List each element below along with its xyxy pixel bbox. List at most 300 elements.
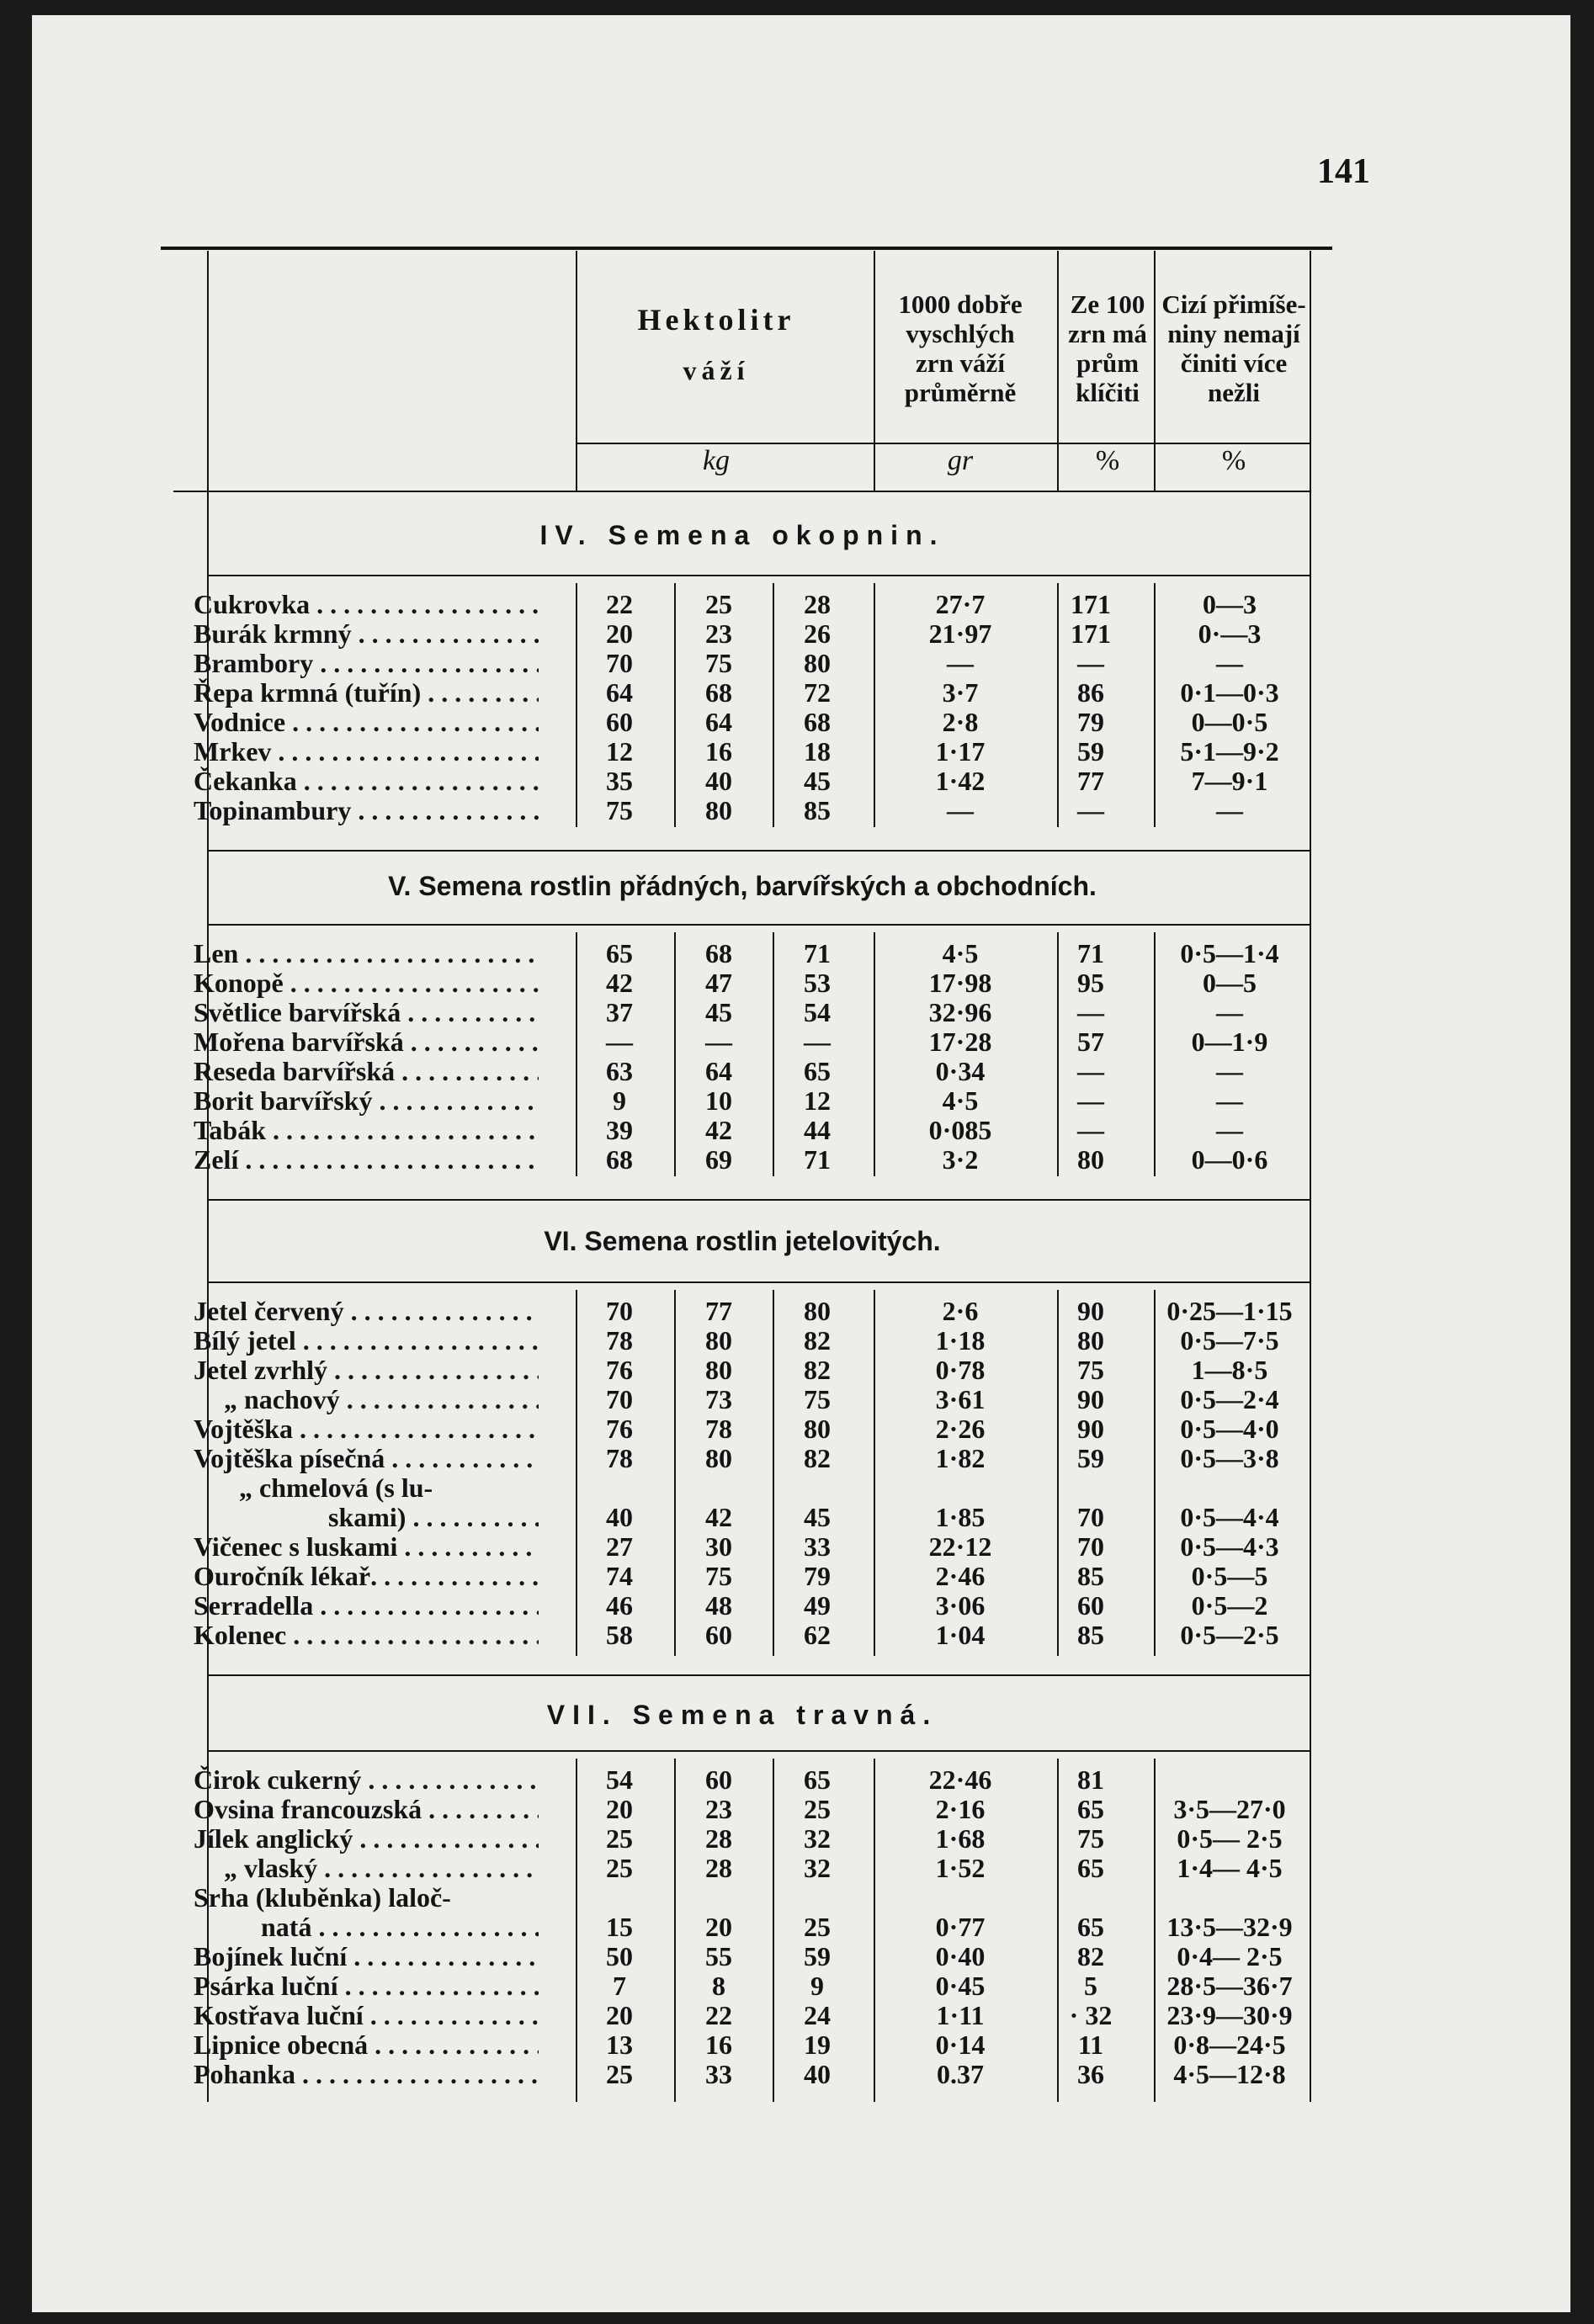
row-name: Burák krmný . . . — [194, 619, 539, 649]
table-row — [173, 1086, 1311, 1116]
unit-kg: kg — [702, 445, 731, 476]
cell-hl-a: 76 — [606, 1414, 633, 1444]
table-row — [173, 1971, 1311, 2001]
cell-hl-b: 69 — [705, 1144, 732, 1175]
header-germination-line: prům — [1076, 348, 1140, 378]
cell-germination: 80 — [1077, 1144, 1104, 1175]
row-name: Mrkev . . . — [194, 737, 539, 767]
cell-weight: 4·5 — [942, 938, 979, 968]
cell-hl-c: 82 — [804, 1443, 831, 1473]
header-admixture-line: nežli — [1208, 378, 1260, 407]
cell-weight: 1·68 — [935, 1823, 986, 1854]
header-germination-line: klíčiti — [1076, 378, 1140, 407]
cell-admixture: — — [1216, 1085, 1243, 1116]
cell-germination: 171 — [1071, 618, 1111, 649]
cell-germination: 11 — [1077, 2030, 1104, 2060]
row-name: Vojtěška . . . — [194, 1414, 539, 1444]
cell-hl-a: 25 — [606, 1853, 633, 1883]
row-name: Tabák . . . — [194, 1116, 539, 1145]
row-name: Ouročník lékař. . . . — [194, 1562, 539, 1591]
header-col-divider — [1057, 251, 1059, 491]
page-number: 141 — [1317, 152, 1370, 191]
row-name: Čirok cukerný . . . — [194, 1765, 539, 1795]
cell-hl-c: 24 — [804, 2000, 831, 2030]
row-name: Jetel červený . . . — [194, 1297, 539, 1326]
table-row — [173, 796, 1311, 825]
cell-hl-b: 10 — [705, 1085, 732, 1116]
cell-admixture: 0·4— 2·5 — [1177, 1941, 1283, 1971]
cell-germination: 90 — [1077, 1384, 1104, 1414]
cell-admixture: 0·5—4·4 — [1180, 1502, 1279, 1532]
cell-hl-c: 80 — [804, 648, 831, 678]
cell-hl-b: 45 — [705, 997, 732, 1027]
cell-hl-a: 22 — [606, 589, 633, 619]
section-rule — [207, 850, 1311, 852]
cell-weight: 0.37 — [937, 2059, 984, 2089]
cell-weight: 2·16 — [935, 1794, 986, 1824]
cell-germination: 70 — [1077, 1531, 1104, 1562]
cell-hl-a: 20 — [606, 1794, 633, 1824]
cell-hl-a: 74 — [606, 1561, 633, 1591]
cell-hl-b: 33 — [705, 2059, 732, 2089]
table-row — [173, 1942, 1311, 1971]
cell-hl-b: 80 — [705, 1443, 732, 1473]
header-col-divider — [1154, 251, 1156, 491]
section-rule — [207, 1750, 1311, 1752]
cell-hl-b: 40 — [705, 766, 732, 796]
row-name: Jetel zvrhlý . . . — [194, 1356, 539, 1385]
cell-germination: 90 — [1077, 1414, 1104, 1444]
cell-admixture: 0·5—2·5 — [1180, 1620, 1279, 1650]
cell-germination: 65 — [1077, 1794, 1104, 1824]
section-title: VI. Semena rostlin jetelovitých. — [544, 1226, 941, 1256]
cell-hl-c: 72 — [804, 677, 831, 708]
cell-hl-a: 63 — [606, 1056, 633, 1086]
cell-admixture: 0·5—2 — [1191, 1590, 1268, 1621]
cell-germination: — — [1077, 795, 1104, 825]
cell-hl-a: 25 — [606, 2059, 633, 2089]
cell-hl-a: 70 — [606, 1296, 633, 1326]
cell-hl-a: 25 — [606, 1823, 633, 1854]
cell-hl-c: 26 — [804, 618, 831, 649]
cell-hl-c: 80 — [804, 1296, 831, 1326]
cell-admixture: 1—8·5 — [1191, 1355, 1268, 1385]
cell-hl-b: 23 — [705, 618, 732, 649]
cell-germination: 171 — [1071, 589, 1111, 619]
row-name: Psárka luční . . . — [194, 1971, 539, 2001]
cell-hl-a: 58 — [606, 1620, 633, 1650]
cell-hl-c: 28 — [804, 589, 831, 619]
cell-hl-c: 62 — [804, 1620, 831, 1650]
header-admixture-line: niny nemají — [1167, 319, 1300, 348]
cell-hl-a: 20 — [606, 2000, 633, 2030]
cell-admixture — [1150, 1765, 1310, 1795]
table-row — [173, 1913, 1311, 1942]
cell-hl-c: 32 — [804, 1823, 831, 1854]
row-name: natá . . . — [194, 1913, 539, 1942]
row-name: „ nachový . . . — [194, 1385, 539, 1414]
cell-germination: 81 — [1077, 1764, 1104, 1795]
cell-hl-c: 71 — [804, 1144, 831, 1175]
cell-weight: 27·7 — [935, 589, 986, 619]
row-name: Vičenec s luskami . . . — [194, 1532, 539, 1562]
header-weight-line: zrn váží — [916, 348, 1005, 378]
cell-germination: 65 — [1077, 1853, 1104, 1883]
cell-hl-a: 78 — [606, 1325, 633, 1356]
row-name: Serradella . . . — [194, 1591, 539, 1621]
cell-admixture: 0·5—1·4 — [1180, 938, 1279, 968]
cell-weight: 32·96 — [928, 997, 992, 1027]
row-name: Zelí . . . — [194, 1145, 539, 1175]
cell-hl-b: 47 — [705, 968, 732, 998]
table-row — [173, 1116, 1311, 1145]
cell-hl-b: 80 — [705, 1355, 732, 1385]
table-row — [173, 678, 1311, 708]
cell-weight: 17·98 — [928, 968, 992, 998]
cell-weight: 22·46 — [928, 1764, 992, 1795]
cell-weight: 1·11 — [936, 2000, 985, 2030]
cell-hl-b: 64 — [705, 1056, 732, 1086]
cell-germination: — — [1077, 997, 1104, 1027]
cell-hl-c: 68 — [804, 707, 831, 737]
cell-admixture: 28·5—36·7 — [1166, 1971, 1293, 2001]
cell-germination: 80 — [1077, 1325, 1104, 1356]
cell-hl-b: 25 — [705, 589, 732, 619]
cell-weight: 0·77 — [935, 1912, 986, 1942]
cell-hl-c: 45 — [804, 1502, 831, 1532]
cell-weight: 3·61 — [935, 1384, 986, 1414]
header-col-divider — [874, 251, 875, 491]
table-row — [173, 590, 1311, 619]
cell-germination: 60 — [1077, 1590, 1104, 1621]
cell-hl-b: 68 — [705, 938, 732, 968]
row-name: Vojtěška písečná . . . — [194, 1444, 539, 1473]
cell-hl-b: 73 — [705, 1384, 732, 1414]
cell-hl-a: 75 — [606, 795, 633, 825]
cell-hl-c: 44 — [804, 1115, 831, 1145]
cell-hl-c: 80 — [804, 1414, 831, 1444]
cell-hl-a: 15 — [606, 1912, 633, 1942]
row-name: Kolenec . . . — [194, 1621, 539, 1650]
cell-weight: 0·14 — [935, 2030, 986, 2060]
table-row — [173, 767, 1311, 796]
cell-hl-c: 85 — [804, 795, 831, 825]
cell-hl-b: 48 — [705, 1590, 732, 1621]
cell-admixture: 0·5—4·3 — [1180, 1531, 1279, 1562]
section-title: VII. Semena travná. — [546, 1700, 938, 1730]
header-admixture — [1154, 289, 1314, 407]
cell-germination: 59 — [1077, 736, 1104, 767]
table-row — [173, 2030, 1311, 2060]
cell-admixture: 0·5— 2·5 — [1177, 1823, 1283, 1854]
cell-hl-c: 25 — [804, 1912, 831, 1942]
cell-germination: 86 — [1077, 677, 1104, 708]
cell-hl-b: 80 — [705, 1325, 732, 1356]
cell-weight: 1·17 — [935, 736, 986, 767]
cell-hl-b: 22 — [705, 2000, 732, 2030]
row-name: Lipnice obecná . . . — [194, 2030, 539, 2060]
cell-germination: 36 — [1077, 2059, 1104, 2089]
cell-admixture: 1·4— 4·5 — [1177, 1853, 1283, 1883]
cell-hl-a: 50 — [606, 1941, 633, 1971]
table-row — [173, 1765, 1311, 1795]
cell-admixture: 0·5—2·4 — [1180, 1384, 1279, 1414]
cell-germination: 65 — [1077, 1912, 1104, 1942]
table-row — [173, 1854, 1311, 1883]
header-bottom-rule — [173, 491, 1311, 492]
cell-weight: 2·46 — [935, 1561, 986, 1591]
cell-hl-c: 65 — [804, 1056, 831, 1086]
cell-weight: 3·7 — [942, 677, 979, 708]
cell-hl-a: — — [606, 1027, 633, 1057]
header-admixture-line: Cizí přimíše- — [1161, 289, 1306, 319]
cell-weight: 17·28 — [928, 1027, 992, 1057]
header-germination — [1057, 289, 1158, 407]
cell-hl-a: 40 — [606, 1502, 633, 1532]
section-rule — [207, 1199, 1311, 1201]
cell-admixture: 7—9·1 — [1191, 766, 1268, 796]
row-name: Brambory . . . — [194, 649, 539, 678]
cell-weight: 3·06 — [935, 1590, 986, 1621]
cell-hl-c: 19 — [804, 2030, 831, 2060]
header-weight-line: průměrně — [904, 378, 1017, 407]
row-name: Mořena barvířská . . . — [194, 1027, 539, 1057]
cell-hl-b: 77 — [705, 1296, 732, 1326]
row-name: Světlice barvířská . . . — [194, 998, 539, 1027]
table-top-rule — [161, 247, 1332, 250]
cell-admixture: 0—0·5 — [1191, 707, 1268, 737]
cell-hl-a: 20 — [606, 618, 633, 649]
cell-hl-a: 39 — [606, 1115, 633, 1145]
row-name: Řepa krmná (tuřín) . . . — [194, 678, 539, 708]
table-row — [173, 1473, 1311, 1503]
cell-hl-c: 32 — [804, 1853, 831, 1883]
row-name: Topinambury . . . — [194, 796, 539, 825]
table-row — [173, 998, 1311, 1027]
cell-weight: 1·85 — [935, 1502, 986, 1532]
cell-hl-a: 37 — [606, 997, 633, 1027]
table-row — [173, 1621, 1311, 1650]
cell-weight: 1·82 — [935, 1443, 986, 1473]
cell-admixture: — — [1216, 1115, 1243, 1145]
cell-admixture: 0—0·6 — [1191, 1144, 1268, 1175]
cell-weight: 3·2 — [942, 1144, 979, 1175]
cell-hl-a: 54 — [606, 1764, 633, 1795]
cell-germination: 85 — [1077, 1620, 1104, 1650]
row-name: Reseda barvířská . . . — [194, 1057, 539, 1086]
cell-germination: 90 — [1077, 1296, 1104, 1326]
table-row — [173, 1414, 1311, 1444]
table-row — [173, 1385, 1311, 1414]
cell-germination: 85 — [1077, 1561, 1104, 1591]
table-row — [173, 1795, 1311, 1824]
cell-hl-c: 82 — [804, 1325, 831, 1356]
section-rule — [207, 1674, 1311, 1676]
cell-hl-c: 54 — [804, 997, 831, 1027]
cell-hl-a: 27 — [606, 1531, 633, 1562]
cell-hl-b: 68 — [705, 677, 732, 708]
cell-admixture: 0—3 — [1203, 589, 1257, 619]
cell-hl-a: 70 — [606, 648, 633, 678]
table-row — [173, 649, 1311, 678]
cell-germination: 77 — [1077, 766, 1104, 796]
section-rule — [207, 575, 1311, 576]
cell-admixture: 0·5—5 — [1191, 1561, 1268, 1591]
cell-hl-a: 46 — [606, 1590, 633, 1621]
cell-weight: 2·8 — [942, 707, 979, 737]
cell-hl-b: 60 — [705, 1620, 732, 1650]
table-row — [173, 1326, 1311, 1356]
cell-hl-b: 60 — [705, 1764, 732, 1795]
cell-weight: — — [947, 795, 974, 825]
cell-hl-b: 28 — [705, 1823, 732, 1854]
row-name: Bojínek luční . . . — [194, 1942, 539, 1971]
row-name: Čekanka . . . — [194, 767, 539, 796]
table-row — [173, 1824, 1311, 1854]
cell-germination: 95 — [1077, 968, 1104, 998]
cell-hl-c: 45 — [804, 766, 831, 796]
cell-admixture: 0·8—24·5 — [1173, 2030, 1286, 2060]
cell-hl-c: 53 — [804, 968, 831, 998]
table-row — [173, 1145, 1311, 1175]
cell-hl-b: 78 — [705, 1414, 732, 1444]
cell-hl-b: 64 — [705, 707, 732, 737]
table-row — [173, 1532, 1311, 1562]
table-row — [173, 1562, 1311, 1591]
cell-weight: 0·085 — [928, 1115, 992, 1145]
cell-admixture: 0—5 — [1203, 968, 1257, 998]
cell-germination: 71 — [1077, 938, 1104, 968]
cell-weight: — — [947, 648, 974, 678]
cell-weight: 2·6 — [942, 1296, 979, 1326]
cell-weight: 21·97 — [928, 618, 992, 649]
cell-admixture: 5·1—9·2 — [1180, 736, 1279, 767]
cell-weight: 1·52 — [935, 1853, 986, 1883]
cell-hl-b: 55 — [705, 1941, 732, 1971]
header-weight-line: vyschlých — [906, 319, 1015, 348]
header-germination-line: zrn má — [1068, 319, 1147, 348]
cell-germination: — — [1077, 1056, 1104, 1086]
cell-germination: — — [1077, 1085, 1104, 1116]
cell-germination: 70 — [1077, 1502, 1104, 1532]
scanned-page — [32, 15, 1570, 2312]
cell-weight: 0·40 — [935, 1941, 986, 1971]
header-germination-line: Ze 100 — [1070, 289, 1145, 319]
row-name: Borit barvířský . . . — [194, 1086, 539, 1116]
cell-hl-c: — — [804, 1027, 831, 1057]
cell-hl-c: 12 — [804, 1085, 831, 1116]
row-name: Len . . . — [194, 939, 539, 968]
row-name: Cukrovka . . . — [194, 590, 539, 619]
cell-hl-b: 16 — [705, 736, 732, 767]
row-name: „ vlaský . . . — [194, 1854, 539, 1883]
cell-hl-a: 12 — [606, 736, 633, 767]
cell-germination: — — [1077, 648, 1104, 678]
row-name: „ chmelová (s lu- — [239, 1473, 433, 1503]
row-name: skami) . . . — [194, 1503, 539, 1532]
cell-hl-c: 40 — [804, 2059, 831, 2089]
section-title: V. Semena rostlin přádných, barvířských a obchodních. — [388, 871, 1097, 901]
cell-germination: 79 — [1077, 707, 1104, 737]
cell-hl-b: — — [705, 1027, 732, 1057]
table-row — [173, 1057, 1311, 1086]
cell-hl-a: 7 — [613, 1971, 626, 2001]
cell-germination: · 32 — [1069, 2000, 1113, 2030]
cell-hl-a: 60 — [606, 707, 633, 737]
cell-germination: 57 — [1077, 1027, 1104, 1057]
table-row — [173, 1444, 1311, 1473]
cell-weight: 2·26 — [935, 1414, 986, 1444]
row-name: Pohanka . . . — [194, 2060, 539, 2089]
header-col-divider — [576, 251, 577, 491]
cell-hl-a: 35 — [606, 766, 633, 796]
cell-hl-b: 42 — [705, 1502, 732, 1532]
header-admixture-line: činiti více — [1180, 348, 1288, 378]
cell-admixture: 0—1·9 — [1191, 1027, 1268, 1057]
cell-weight: 1·04 — [935, 1620, 986, 1650]
header-weight-1000 — [872, 289, 1049, 407]
row-name: Jílek anglický . . . — [194, 1824, 539, 1854]
unit-percent-germination: % — [1095, 445, 1120, 476]
table-row — [173, 939, 1311, 968]
table-row — [173, 1883, 1311, 1913]
cell-hl-b: 8 — [712, 1971, 725, 2001]
cell-hl-c: 75 — [804, 1384, 831, 1414]
cell-germination: 5 — [1084, 1971, 1097, 2001]
cell-weight: 4·5 — [942, 1085, 979, 1116]
cell-admixture: 13·5—32·9 — [1166, 1912, 1293, 1942]
cell-weight: 0·34 — [935, 1056, 986, 1086]
table-row — [173, 2001, 1311, 2030]
cell-admixture: 4·5—12·8 — [1173, 2059, 1286, 2089]
section-rule — [207, 1281, 1311, 1283]
cell-hl-a: 9 — [613, 1085, 626, 1116]
cell-hl-b: 16 — [705, 2030, 732, 2060]
cell-hl-b: 30 — [705, 1531, 732, 1562]
cell-germination: 59 — [1077, 1443, 1104, 1473]
table-row — [173, 1356, 1311, 1385]
cell-hl-b: 75 — [705, 1561, 732, 1591]
cell-admixture: 3·5—27·0 — [1173, 1794, 1286, 1824]
cell-hl-a: 42 — [606, 968, 633, 998]
row-name: Konopě . . . — [194, 968, 539, 998]
table-row — [173, 1503, 1311, 1532]
cell-weight: 0·78 — [935, 1355, 986, 1385]
cell-hl-a: 76 — [606, 1355, 633, 1385]
cell-admixture: — — [1216, 1056, 1243, 1086]
cell-hl-c: 79 — [804, 1561, 831, 1591]
cell-hl-a: 13 — [606, 2030, 633, 2060]
cell-admixture: 0·25—1·15 — [1166, 1296, 1293, 1326]
cell-germination: 82 — [1077, 1941, 1104, 1971]
header-unit-rule — [577, 443, 1311, 444]
table-row — [173, 737, 1311, 767]
unit-gr: gr — [947, 445, 974, 476]
cell-hl-b: 28 — [705, 1853, 732, 1883]
cell-hl-c: 9 — [810, 1971, 824, 2001]
table-row — [173, 619, 1311, 649]
row-name: Ovsina francouzská . . . — [194, 1795, 539, 1824]
cell-hl-c: 49 — [804, 1590, 831, 1621]
section-rule — [207, 924, 1311, 926]
header-weight-line: 1000 dobře — [898, 289, 1023, 319]
cell-germination: — — [1077, 1115, 1104, 1145]
cell-hl-b: 75 — [705, 648, 732, 678]
cell-admixture: 0·5—4·0 — [1180, 1414, 1279, 1444]
cell-hl-c: 33 — [804, 1531, 831, 1562]
cell-admixture: — — [1216, 795, 1243, 825]
cell-admixture: 23·9—30·9 — [1166, 2000, 1293, 2030]
